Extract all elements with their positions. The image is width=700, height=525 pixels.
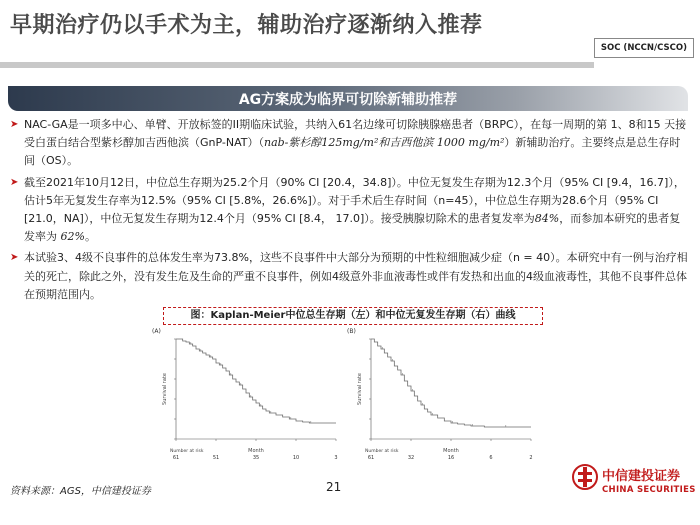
risk-value: 16	[447, 455, 455, 461]
page-title: 早期治疗仍以手术为主，辅助治疗逐渐纳入推荐	[10, 13, 483, 38]
risk-value: 32	[407, 455, 415, 461]
company-logo	[572, 462, 700, 522]
bullet-item	[10, 249, 690, 304]
survival-curve	[371, 339, 531, 427]
logo-mark-icon	[572, 462, 598, 492]
guideline-tag: SOC (NCCN/CSCO)	[594, 38, 694, 58]
x-axis-label: Month	[443, 448, 459, 454]
arrow-bullet-icon: ➤	[10, 252, 19, 264]
bullet-text: 。	[84, 230, 96, 244]
risk-value: 35	[252, 455, 260, 461]
bullet-item	[10, 116, 690, 171]
risk-value: 10	[292, 455, 300, 461]
bullet-text: ）新辅助治疗。主要终点是总生存时间（OS）。	[24, 136, 681, 168]
bullet-text: nab-紫杉醇125mg/m²和吉西他滨 1000 mg/m²	[263, 136, 505, 150]
km-chart-rfs	[345, 325, 545, 484]
risk-value: 3	[334, 455, 338, 461]
panel-label: (B)	[347, 328, 356, 335]
bullet-item	[10, 174, 690, 247]
risk-table-label: Number at risk	[170, 449, 204, 454]
survival-curve	[176, 339, 336, 423]
risk-value: 6	[489, 455, 493, 461]
y-axis-label: Survival rate	[162, 373, 168, 405]
arrow-bullet-icon: ➤	[10, 176, 19, 188]
bullet-text: 截至2021年10月12日，中位总生存期为25.2个月（90% CI [20.4，34.8]）。中位无复发生存期为12.3个月（95% CI [9.4，16.7]），估计5年无复发生存率为12.5%（95% CI [5.8%，26.6%]）。对于手术后生存时间（n=45），中位总生存期为28.6个月（95% CI [21.0，NA]），中位无复发生存期为12.4个月（95% CI [8.4， 17.0]）。接受胰腺切除术的患者复发率为	[24, 175, 685, 226]
risk-value: 61	[172, 455, 180, 461]
arrow-bullet-icon: ➤	[10, 119, 19, 130]
section-banner	[8, 86, 688, 111]
bullet-list	[10, 116, 690, 307]
bullet-text: NAC-GA是一项多中心、单臂、开放标签的II期临床试验，共纳入61名边缘可切除胰腺癌患者（BRPC），在每一周期的第 1、8和15 天接受白蛋白结合型紫杉醇加吉西他滨（GnP-NAT）（	[24, 118, 687, 150]
page-number: 21	[326, 480, 342, 494]
figure-title: 图：Kaplan-Meier中位总生存期（左）和中位无复发生存期（右）曲线	[163, 307, 543, 325]
bullet-text: 62%	[60, 230, 85, 244]
risk-table-label: Number at risk	[365, 449, 399, 454]
x-axis-label: Month	[248, 448, 264, 454]
risk-value: 51	[212, 455, 220, 461]
bullet-text: ，而参加本研究的患者复发率为	[24, 212, 681, 244]
bullet-text: 84%	[534, 212, 560, 226]
panel-label: (A)	[152, 328, 161, 335]
km-os-svg	[150, 325, 350, 480]
title-divider	[0, 62, 594, 68]
logo-cn-text: 中信建投证券	[602, 469, 681, 484]
y-axis-label: Survival rate	[357, 373, 363, 405]
banner-text: AG方案成为临界可切除新辅助推荐	[238, 92, 458, 108]
risk-value: 2	[529, 455, 533, 461]
km-chart-os	[150, 325, 350, 484]
bullet-text: 本试验3、4级不良事件的总体发生率为73.8%，这些不良事件中大部分为预期的中性粒细胞减少症（n = 40）。本研究中有一例与治疗相关的死亡，除此之外，没有发生危及生命的严重不良事件，例如4级意外非血液毒性或伴有发热和出血的4级血液毒性，其他不良事件总体在预期范围内。	[24, 251, 688, 301]
km-rfs-svg	[345, 325, 545, 480]
risk-value: 61	[367, 455, 375, 461]
logo-en-text: CHINA SECURITIES	[602, 485, 696, 495]
source-note: 资料来源：AGS，中信建投证券	[10, 486, 151, 497]
